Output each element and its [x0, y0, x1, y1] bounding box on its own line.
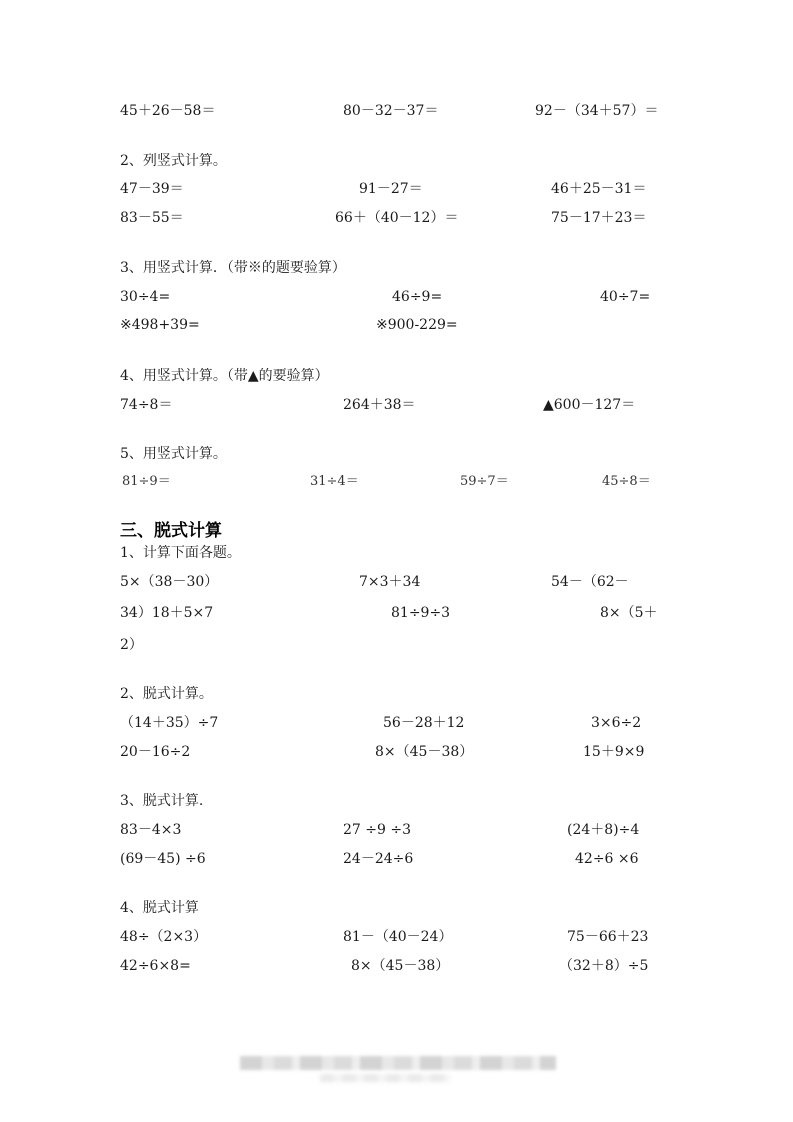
- problem: 8×（45－38）: [351, 958, 450, 974]
- problem: 59÷7＝: [460, 474, 509, 489]
- blurred-footer-watermark: [240, 1056, 556, 1070]
- problem: 66＋（40－12）＝: [335, 210, 459, 226]
- problem: 46＋25－31＝: [551, 181, 647, 197]
- section-title: 4、用竖式计算。（带▲的要验算）: [120, 368, 329, 384]
- problem: 31÷4＝: [310, 474, 359, 489]
- problem: ※498+39=: [120, 317, 200, 333]
- problem: 46÷9=: [392, 289, 443, 305]
- blurred-footer-watermark-line: [320, 1074, 450, 1082]
- problem: ▲600－127＝: [543, 397, 636, 413]
- problem: 80－32－37＝: [343, 103, 439, 119]
- problem: 20－16÷2: [120, 744, 191, 760]
- problem: 45＋26－58＝: [120, 103, 216, 119]
- problem: 81－（40－24）: [343, 929, 453, 945]
- problem: 83－55＝: [120, 210, 184, 226]
- problem: 34）18＋5×7: [120, 605, 214, 621]
- problem: 42÷6 ×6: [575, 851, 639, 867]
- problem: 3×6÷2: [591, 715, 642, 731]
- problem: 2）: [120, 637, 143, 653]
- problem: 15＋9×9: [583, 744, 645, 760]
- problem: 8×（45－38）: [375, 744, 474, 760]
- problem: 24－24÷6: [343, 851, 414, 867]
- section-heading: 三、脱式计算: [120, 521, 222, 541]
- problem: 48÷（2×3）: [120, 929, 208, 945]
- problem: 40÷7=: [600, 289, 651, 305]
- problem: 27 ÷9 ÷3: [343, 822, 411, 838]
- problem: 8×（5＋: [600, 605, 658, 621]
- problem: (69－45) ÷6: [120, 851, 206, 867]
- problem: 56－28＋12: [383, 715, 465, 731]
- problem: 42÷6×8=: [120, 958, 191, 974]
- problem: 45÷8＝: [602, 474, 651, 489]
- section-title: 4、脱式计算: [120, 900, 199, 916]
- problem: 92－（34＋57）＝: [535, 103, 659, 119]
- problem: 75－17＋23＝: [551, 210, 647, 226]
- problem: 54－（62－: [551, 574, 629, 590]
- problem: 83－4×3: [120, 822, 182, 838]
- problem: 47－39＝: [120, 181, 184, 197]
- problem: (24＋8)÷4: [567, 822, 640, 838]
- problem: 81÷9÷3: [391, 605, 451, 621]
- section-title: 5、用竖式计算。: [120, 446, 227, 462]
- problem: 75－66＋23: [567, 929, 649, 945]
- problem: （32＋8）÷5: [559, 958, 649, 974]
- problem: ※900-229=: [376, 317, 458, 333]
- problem: 74÷8＝: [120, 397, 173, 413]
- section-title: 3、脱式计算.: [120, 793, 204, 809]
- section-title: 2、脱式计算。: [120, 686, 213, 702]
- problem: （14＋35）÷7: [120, 715, 219, 731]
- section-title: 3、用竖式计算．（带※的题要验算）: [120, 260, 346, 276]
- problem: 5×（38－30）: [120, 574, 219, 590]
- problem: 264＋38＝: [343, 397, 416, 413]
- problem: 7×3＋34: [359, 574, 421, 590]
- problem: 30÷4=: [120, 289, 171, 305]
- section-title: 1、计算下面各题。: [120, 545, 241, 561]
- problem: 81÷9＝: [122, 474, 171, 489]
- problem: 91－27＝: [359, 181, 423, 197]
- section-title: 2、列竖式计算。: [120, 153, 227, 169]
